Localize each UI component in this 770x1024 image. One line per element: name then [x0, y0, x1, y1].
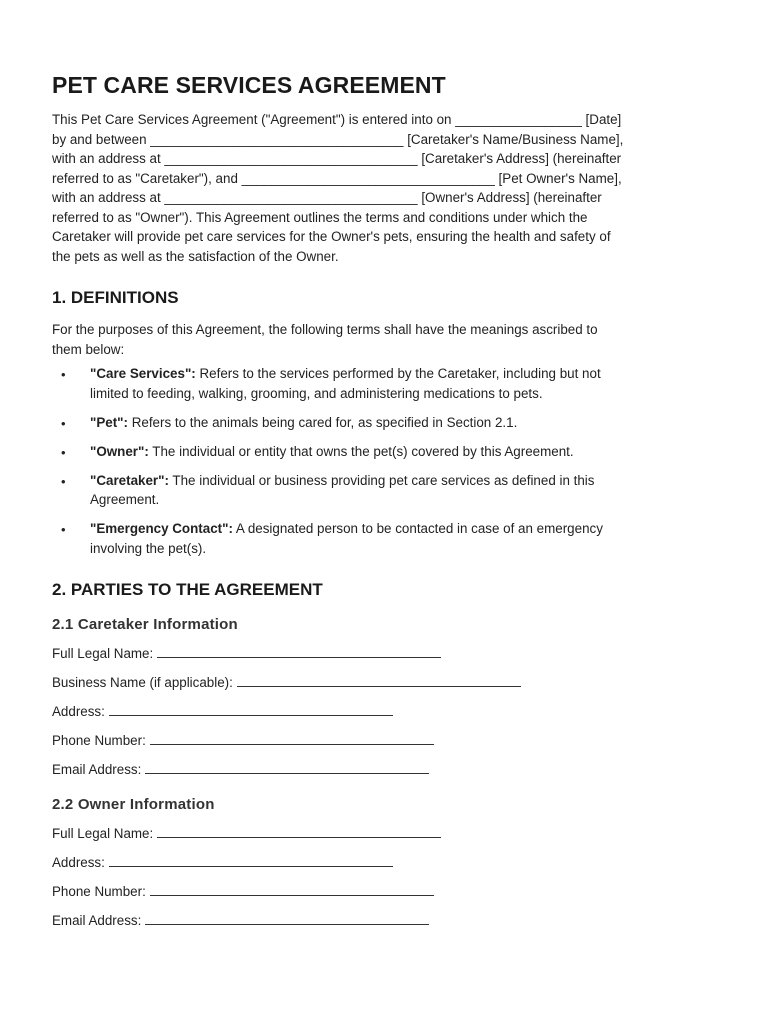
intro-line: by and between __________________________________ [Caretaker's Name/Business Name],	[52, 131, 624, 147]
definitions-lead-line: them below:	[52, 341, 125, 357]
intro-line: with an address at __________________________________ [Caretaker's Address] (hereinafter	[52, 151, 622, 166]
intro-line: referred to as "Owner"). This Agreement outlines the terms and conditions under which the	[52, 209, 588, 225]
definition-item-care-services	[52, 364, 718, 403]
definition-text: The individual or business providing pet care services as defined in this	[168, 472, 595, 488]
bullet-icon: •	[61, 415, 66, 431]
definition-term: "Owner":	[90, 443, 149, 459]
fill-in-blank[interactable]	[237, 674, 521, 687]
definition-text: involving the pet(s).	[90, 540, 207, 556]
intro-line: Caretaker will provide pet care services for the Owner's pets, ensuring the health and safety of	[52, 229, 611, 244]
subsection-heading-owner: 2.2 Owner Information	[52, 795, 215, 813]
field-label: Email Address:	[52, 912, 142, 928]
definition-text: Refers to the animals being cared for, as specified in Section 2.1.	[128, 414, 518, 430]
fill-in-blank[interactable]	[157, 825, 441, 838]
definition-term: "Pet":	[90, 414, 128, 430]
fill-in-blank[interactable]	[109, 854, 393, 867]
field-label: Phone Number:	[52, 733, 146, 748]
bullet-icon: •	[61, 367, 66, 382]
subsection-heading-caretaker: 2.1 Caretaker Information	[52, 616, 238, 633]
field-label: Address:	[52, 704, 105, 719]
fill-in-blank[interactable]	[150, 732, 434, 745]
definition-item-owner	[52, 442, 718, 462]
document-title: PET CARE SERVICES AGREEMENT	[52, 72, 446, 98]
caretaker-email-field[interactable]	[52, 760, 718, 780]
field-label: Email Address:	[52, 762, 142, 777]
fill-in-blank[interactable]	[150, 883, 434, 896]
bullet-icon: •	[61, 522, 66, 537]
intro-line: the pets as well as the satisfaction of the Owner.	[52, 248, 339, 264]
definitions-lead-line: For the purposes of this Agreement, the following terms shall have the meanings ascribed to	[52, 322, 598, 337]
section-heading-parties: 2. PARTIES TO THE AGREEMENT	[52, 580, 323, 599]
field-label: Full Legal Name:	[52, 646, 154, 661]
fill-in-blank[interactable]	[157, 645, 441, 658]
field-label: Address:	[52, 854, 105, 870]
intro-line: This Pet Care Services Agreement ("Agreement") is entered into on _________________ [Date]	[52, 112, 622, 127]
field-label: Phone Number:	[52, 883, 146, 899]
definition-text: Refers to the services performed by the Caretaker, including but not	[195, 366, 601, 381]
fill-in-blank[interactable]	[145, 912, 429, 925]
owner-phone-field[interactable]	[52, 882, 718, 902]
intro-line: referred to as "Caretaker"), and __________________________________ [Pet Owner's Name],	[52, 170, 622, 186]
fill-in-blank[interactable]	[109, 703, 393, 716]
intro-paragraph	[52, 110, 718, 266]
caretaker-phone-field[interactable]	[52, 731, 718, 751]
definition-text: limited to feeding, walking, grooming, and administering medications to pets.	[90, 385, 543, 401]
definition-item-pet	[52, 413, 718, 433]
definition-term: "Care Services":	[90, 366, 196, 381]
definition-text: The individual or entity that owns the pet(s) covered by this Agreement.	[148, 443, 574, 459]
owner-email-field[interactable]	[52, 911, 718, 931]
owner-full-name-field[interactable]	[52, 824, 718, 844]
definition-term: "Emergency Contact":	[90, 521, 233, 536]
bullet-icon: •	[61, 473, 66, 489]
definitions-list	[52, 364, 718, 558]
fill-in-blank[interactable]	[145, 761, 429, 774]
owner-address-field[interactable]	[52, 853, 718, 873]
definition-item-caretaker	[52, 471, 718, 510]
field-label: Full Legal Name:	[52, 825, 154, 841]
field-label: Business Name (if applicable):	[52, 675, 233, 690]
intro-line: with an address at __________________________________ [Owner's Address] (hereinafter	[52, 190, 602, 205]
definitions-lead	[52, 320, 718, 359]
caretaker-business-name-field[interactable]	[52, 673, 718, 693]
bullet-icon: •	[61, 444, 66, 460]
section-heading-definitions: 1. DEFINITIONS	[52, 288, 179, 307]
caretaker-full-name-field[interactable]	[52, 644, 718, 664]
definition-text: Agreement.	[90, 492, 160, 507]
definition-text: A designated person to be contacted in case of an emergency	[232, 521, 603, 536]
definition-item-emergency-contact	[52, 519, 718, 558]
definition-term: "Caretaker":	[90, 472, 169, 488]
caretaker-address-field[interactable]	[52, 702, 718, 722]
